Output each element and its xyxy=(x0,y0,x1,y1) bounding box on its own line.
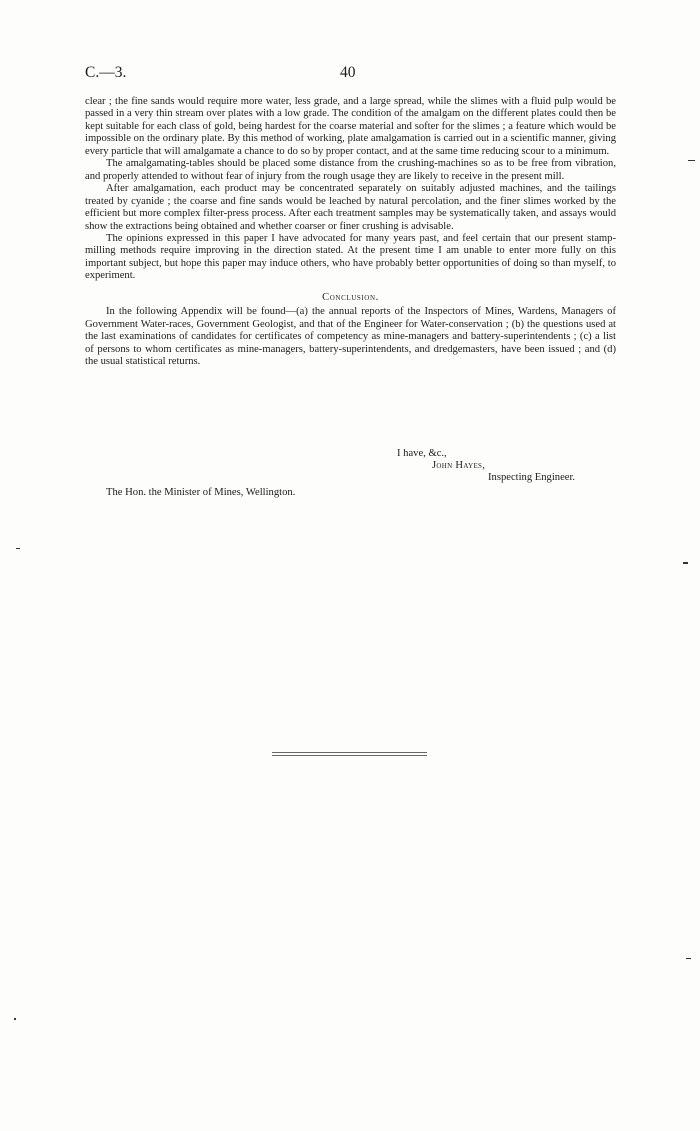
scan-mark xyxy=(683,562,688,564)
signature-title: Inspecting Engineer. xyxy=(488,472,576,483)
addressee: The Hon. the Minister of Mines, Wellington. xyxy=(106,487,296,498)
paragraph-continuation: clear ; the fine sands would require more water, less grade, and a large spread, while the slimes with a fluid pulp would be passed in a very thin stream over plates with a low grade. The condition of the amalgam on the different plates could then be kept suitable for each class of gold, being hardest for the coarse material and softer for the slimes ; a feature which would be impossible on the ordinary plate. By this method of working, plate amalgamation is carried out in a scientific manner, giving every particle that will amalgamate a chance to do so by proper contact, and at the same time reducing scour to a minimum. xyxy=(85,96,616,157)
report-body xyxy=(85,96,616,369)
page-number: 40 xyxy=(340,64,356,81)
end-rule-bottom xyxy=(272,755,427,756)
scan-mark xyxy=(14,1018,16,1020)
document-reference: C.—3. xyxy=(85,64,127,81)
scan-mark xyxy=(688,160,695,161)
paragraph-amalgamating-tables: The amalgamating-tables should be placed some distance from the crushing-machines so as to be free from vibration, and properly attended to without fear of injury from the rough usage they are likely to receive in the present mill. xyxy=(85,158,616,182)
paragraph-opinions: The opinions expressed in this paper I have advocated for many years past, and feel certain that our present stamp-milling methods require improving in the direction stated. At the present time I am unable to enter more fully on this important subject, but hope this paper may induce others, who have probably better opportunities of doing so than myself, to experiment. xyxy=(85,232,616,282)
scan-mark xyxy=(686,958,691,959)
section-heading-conclusion: Conclusion. xyxy=(322,291,379,303)
signature-name: John Hayes, xyxy=(432,460,486,471)
end-rule-top xyxy=(272,752,427,753)
signature-closing: I have, &c., xyxy=(397,448,447,459)
paragraph-after-amalgamation: After amalgamation, each product may be concentrated separately on suitably adjusted machines, and the tailings treated by cyanide ; the coarse and fine sands would be leached by natural percolation, and the finer slimes worked by the efficient but more complex filter-press process. After each treatment samples may be systematically taken, and assays would show the extractions being obtained and whether coarser or finer crushing is advisable. xyxy=(85,183,616,232)
scan-mark xyxy=(16,548,20,549)
paragraph-conclusion: In the following Appendix will be found—(a) the annual reports of the Inspectors of Mines, Wardens, Managers of Government Water-races, Government Geologist, and that of the Engineer for Water-conservation ; (b) the questions used at the last examinations of candidates for certificates of competency as mine-managers and battery-superintendents ; (c) a list of persons to whom certificates as mine-managers, battery-superintendents, and dredgemasters, have been issued ; and (d) the usual statistical returns. xyxy=(85,306,616,368)
